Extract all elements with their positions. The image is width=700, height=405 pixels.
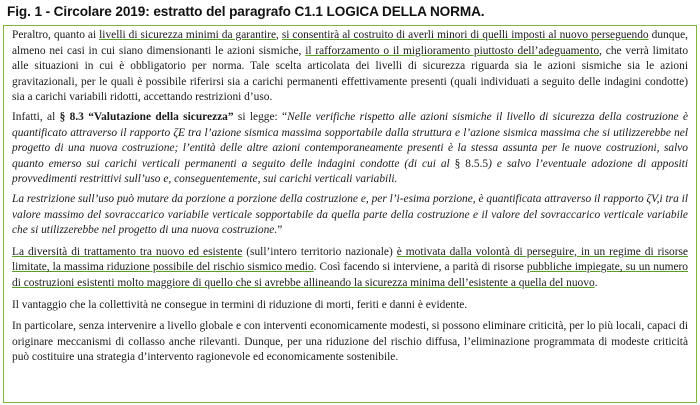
text-span: , che verrà limitato alle situazioni in cui è obbligatorio per norma. Tale scelta articolata dei livelli di sicurezza riguarda sia le azioni sismiche sia le azioni gravitazionali, per le quali è possibile riferirsi sia a carichi permanenti effettivamente presenti (quali individuati a seguito delle indagini condotte) sia a carichi variabili ridotti, accettando restrizioni d’uso. [12, 44, 689, 104]
figure-title: Fig. 1 - Circolare 2019: estratto del paragrafo C1.1 LOGICA DELLA NORMA. [7, 4, 485, 19]
paragraph-section-8-3 [12, 110, 688, 188]
quote-text: La restrizione sull’uso può mutare da porzione a porzione della costruzione e, per l’i-esima porzione, è quantificata attraverso il rapporto [12, 192, 647, 205]
highlighted-text: pubbliche impiegate, su un numero di costruzioni esistenti molto maggiore di quello che si avrebbe allineando la sicurezza minima dell’esistente a quella del nuovo [12, 261, 688, 289]
zeta-e-symbol: ζE [173, 126, 185, 139]
quote-text: tra l’azione sismica massima sopportabile dalla struttura e l’azione sismica massima che si utilizzerebbe nel progetto di una nuova costruzione; l’entità delle altre azioni contemporaneamente presenti è la stessa assunta per le nuove costruzioni, salvo quanto emerso sui carichi verticali permanenti a seguito delle indagini condotte (di cui al [12, 126, 688, 170]
text-span: Infatti, al [12, 110, 60, 123]
text-span: . [594, 276, 598, 289]
paragraph-safety-levels [12, 28, 688, 106]
highlighted-text: si consentirà al costruito di averli minori di quelli imposti al nuovo perseguendo [281, 29, 649, 41]
zeta-v-symbol: ζV,i [646, 192, 663, 205]
text-span: Il vantaggio che la collettività ne consegue in termini di riduzione di morti, feriti e danni è evidente. [12, 298, 468, 311]
highlighted-text: La diversità di trattamento tra nuovo ed esistente [12, 245, 243, 258]
paragraph-treatment-difference [12, 245, 688, 292]
paragraph-advantage [12, 298, 688, 314]
text-span: si legge: “ [233, 110, 288, 123]
section-reference: § 8.3 “Valutazione della sicurezza” [59, 110, 234, 123]
text-span: . Così facendo si interviene, a parità di risorse [313, 261, 527, 274]
text-span: (sull’intero territorio nazionale) [242, 245, 397, 258]
text-span: Peraltro, quanto ai [12, 29, 100, 41]
text-span: , [276, 29, 282, 41]
paragraph-use-restriction [12, 192, 688, 239]
paragraph-local-interventions [12, 319, 688, 366]
highlighted-text: livelli di sicurezza minimi da garantire [99, 29, 276, 41]
text-span: dunque, almeno nei casi in cui siano dimensionanti le azioni sismiche, [12, 29, 689, 57]
excerpt-box [3, 25, 697, 403]
closing-quote: ” [277, 224, 283, 237]
section-reference: § 8.5.5 [454, 157, 489, 170]
highlighted-text: è motivata dalla volontà di perseguire, in un regime di risorse limitate, la massima riduzione possibile del rischio sismico medio [12, 245, 688, 274]
text-span: In particolare, senza intervenire a livello globale e con interventi economicamente modesti, si possono eliminare criticità, per lo più locali, capaci di originare meccanismi di collasso anche rilevanti. Dunque, per una riduzione del rischio diffusa, l’eliminazione programmata di modeste criticità può costituire una strategia d’intervento ragionevole ed economicamente sostenibile. [12, 320, 688, 364]
quote-text: tra il valore massimo del sovraccarico variabile verticale sopportabile da quella parte della costruzione e il valore del sovraccarico verticale variabile che si utilizzerebbe nel progetto di una nuova costruzione. [12, 192, 688, 237]
highlighted-text: il rafforzamento o il miglioramento piuttosto dell’adeguamento [305, 44, 600, 57]
quote-text: Nelle verifiche rispetto alle azioni sismiche il livello di sicurezza della costruzione è quantificato attraverso il rapporto [12, 110, 689, 139]
quote-text: ) e salvo l’eventuale adozione di appositi provvedimenti restrittivi sull’uso e, conseguentemente, sui carichi verticali variabili. [12, 157, 689, 186]
